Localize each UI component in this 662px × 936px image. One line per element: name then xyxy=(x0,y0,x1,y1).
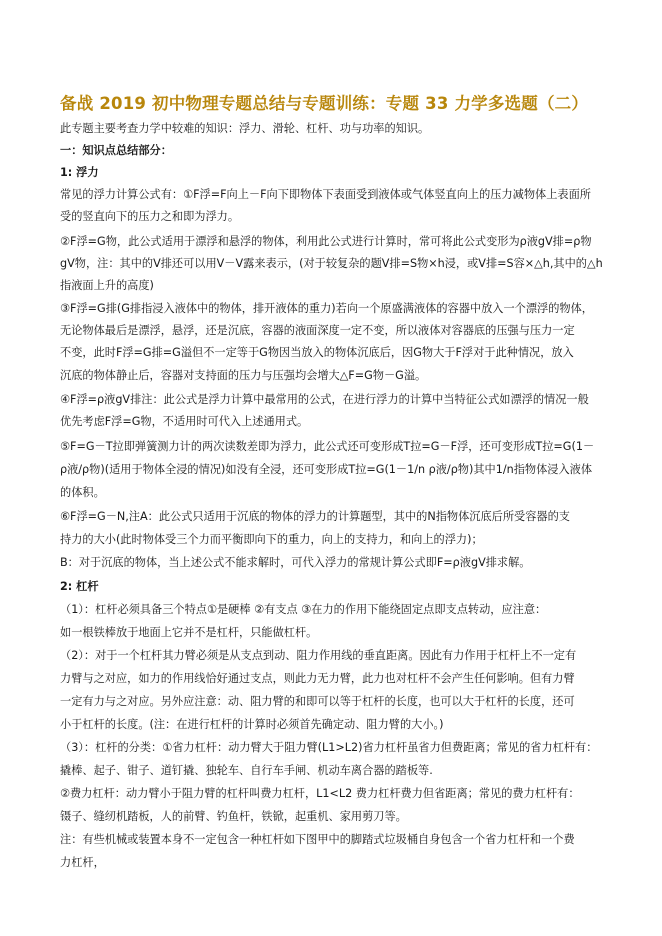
page-title: 备战 2019 初中物理专题总结与专题训练：专题 33 力学多选题（二） xyxy=(60,94,589,113)
paragraph-line: ρ液/ρ物)(适用于物体全浸的情况)如没有全浸，还可变形成T拉=G(1－1/n ρ液/ρ物)其中1/n指物体浸入液体 xyxy=(60,463,593,476)
paragraph-line: ②费力杠杆：动力臂小于阻力臂的杠杆叫费力杠杆，L1<L2 费力杠杆费力但省距离；常见的费力杠杆有： xyxy=(60,787,580,800)
paragraph-line: 的体积。 xyxy=(60,486,105,499)
intro-text: 此专题主要考查力学中较难的知识：浮力、滑轮、杠杆、功与功率的知识。 xyxy=(60,122,430,135)
paragraph-line: B：对于沉底的物体，当上述公式不能求解时，可代入浮力的常规计算公式即F=ρ液gV排求解。 xyxy=(60,556,531,569)
subheading-lever: 2: 杠杆 xyxy=(60,580,99,593)
paragraph-line: 注：有些机械或装置本身不一定包含一种杠杆如下图甲中的脚踏式垃圾桶自身包含一个省力杠杆和一个费 xyxy=(60,833,575,846)
paragraph-line: 不变，此时F浮=G排=G溢但不一定等于G物因当放入的物体沉底后，因G物大于F浮对于此种情况，放入 xyxy=(60,346,574,359)
paragraph-line: ④F浮=ρ液gV排注：此公式是浮力计算中最常用的公式，在进行浮力的计算中当特征公式如漂浮的情况一般 xyxy=(60,393,589,406)
paragraph-line: ②F浮=G物，此公式适用于漂浮和悬浮的物体，利用此公式进行计算时，常可将此公式变形为ρ液gV排=ρ物 xyxy=(60,235,592,248)
paragraph-line: 常见的浮力计算公式有：①F浮=F向上－F向下即物体下表面受到液体或气体竖直向上的压力减物体上表面所 xyxy=(60,188,591,201)
paragraph-line: ③F浮=G排(G排指浸入液体中的物体，排开液体的重力)若向一个原盛满液体的容器中放入一个漂浮的物体， xyxy=(60,302,593,315)
paragraph-line: （1）：杠杆必须具备三个特点①是硬棒 ②有支点 ③在力的作用下能绕固定点即支点转动，应注意： xyxy=(60,603,547,616)
paragraph-line: 镊子、缝纫机踏板，人的前臂、钓鱼杆，铁锨，起重机、家用剪刀等。 xyxy=(60,810,407,823)
paragraph-line: 受的竖直向下的压力之和即为浮力。 xyxy=(60,210,240,223)
paragraph-line: 小于杠杆的长度。(注：在进行杠杆的计算时必须首先确定动、阻力臂的大小。) xyxy=(60,718,444,731)
paragraph-line: ⑤F=G－T拉即弹簧测力计的两次读数差即为浮力，此公式还可变形成T拉=G－F浮，还可变形成T拉=G(1－ xyxy=(60,440,595,453)
paragraph-line: 一定有力与之对应。另外应注意：动、阻力臂的和即可以等于杠杆的长度，也可以大于杠杆的长度，还可 xyxy=(60,695,575,708)
paragraph-line: 持力的大小(此时物体受三个力而平衡即向下的重力，向上的支持力，和向上的浮力)； xyxy=(60,533,483,546)
paragraph-line: 沉底的物体静止后，容器对支持面的压力与压强均会增大△F=G物－G溢。 xyxy=(60,369,427,382)
paragraph-line: 撬棒、起子、钳子、道钉撬、独轮车、自行车手闸、机动车离合器的踏板等. xyxy=(60,764,433,777)
paragraph-line: 优先考虑F浮=G物，不适用时可代入上述通用式。 xyxy=(60,415,309,428)
paragraph-line: （2）：对于一个杠杆其力臂必须是从支点到动、阻力作用线的垂直距离。因此有力作用于杠杆上不一定有 xyxy=(60,649,577,662)
section-heading: 一：知识点总结部分： xyxy=(60,144,172,157)
paragraph-line: 力臂与之对应，如力的作用线恰好通过支点，则此力无力臂，此力也对杠杆不会产生任何影响。但有力臂 xyxy=(60,672,575,685)
paragraph-line: 如一根铁棒放于地面上它并不是杠杆，只能做杠杆。 xyxy=(60,626,318,639)
paragraph-line: 无论物体最后是漂浮，悬浮，还是沉底，容器的液面深度一定不变，所以液体对容器底的压强与压力一定 xyxy=(60,324,575,337)
paragraph-line: （3）：杠杆的分类：①省力杠杆：动力臂大于阻力臂(L1>L2)省力杠杆虽省力但费距离；常见的省力杠杆有： xyxy=(60,741,598,754)
subheading-buoyancy: 1: 浮力 xyxy=(60,166,99,179)
paragraph-line: 力杠杆， xyxy=(60,856,105,869)
paragraph-line: 指液面上升的高度) xyxy=(60,279,154,292)
paragraph-line: ⑥F浮=G－N,注A：此公式只适用于沉底的物体的浮力的计算题型，其中的N指物体沉底后所受容器的支 xyxy=(60,510,570,523)
paragraph-line: gV物，注：其中的V排还可以用V－V露来表示，(对于较复杂的题V排=S物×h浸，或V排=S容×△h,其中的△h xyxy=(60,257,603,270)
